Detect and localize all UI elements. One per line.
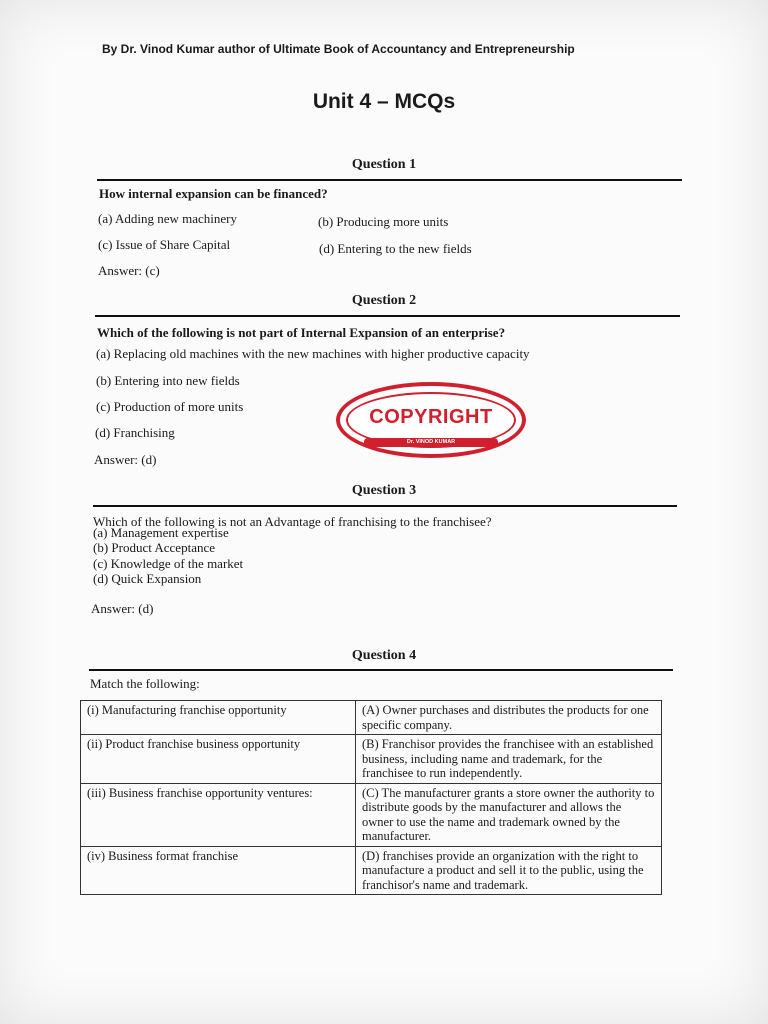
match-left-cell: (i) Manufacturing franchise opportunity [81,701,356,735]
question-3-option-b: (b) Product Acceptance [93,540,216,555]
question-3-heading: Question 3 [351,483,417,498]
question-4-text: Match the following: [90,676,200,691]
table-row [81,846,662,895]
question-1-heading: Question 1 [351,157,417,172]
table-row [81,783,662,846]
question-3-text: Which of the following is not an Advantage of franchising to the franchisee? [93,514,492,529]
question-1-text: How internal expansion can be financed? [99,186,328,201]
question-1-option-a: (a) Adding new machinery [98,211,237,226]
question-2-divider [95,315,680,317]
table-row [81,701,662,735]
question-3-option-c: (c) Knowledge of the market [93,556,244,571]
stamp-owner: Dr. VINOD KUMAR [406,439,456,445]
question-2-option-a: (a) Replacing old machines with the new machines with higher productive capacity [96,346,530,361]
page-title: Unit 4 – MCQs [312,90,456,113]
question-2-answer: Answer: (d) [94,452,157,467]
question-4-divider [89,669,673,671]
question-2-text: Which of the following is not part of Internal Expansion of an enterprise? [97,325,506,340]
question-1-option-b: (b) Producing more units [318,214,449,229]
question-2-heading: Question 2 [351,293,417,308]
question-1-option-d: (d) Entering to the new fields [319,241,472,256]
copyright-stamp [336,382,526,458]
question-1-option-c: (c) Issue of Share Capital [98,237,231,252]
question-1-divider [97,179,682,181]
question-4-heading: Question 4 [351,648,417,663]
match-right-cell: (C) The manufacturer grants a store owner the authority to distribute goods by the manufacturer and allows the owner to use the name and trademark owned by the manufacturer. [356,783,662,846]
author-byline: By Dr. Vinod Kumar author of Ultimate Book of Accountancy and Entrepreneurship [102,42,575,56]
question-3-divider [93,505,677,507]
question-3-option-a: (a) Management expertise [93,525,229,540]
question-3-answer: Answer: (d) [91,601,154,616]
question-1-answer: Answer: (c) [98,263,160,278]
stamp-word: COPYRIGHT [369,406,493,428]
match-left-cell: (iii) Business franchise opportunity ventures: [81,783,356,846]
match-left-cell: (iv) Business format franchise [81,846,356,895]
table-row [81,735,662,784]
match-right-cell: (A) Owner purchases and distributes the products for one specific company. [356,701,662,735]
match-left-cell: (ii) Product franchise business opportunity [81,735,356,784]
question-2-option-b: (b) Entering into new fields [96,373,240,388]
question-3-option-d: (d) Quick Expansion [93,571,202,586]
match-right-cell: (D) franchises provide an organization with the right to manufacture a product and sell it to the public, using the franchisor's name and trademark. [356,846,662,895]
question-2-option-c: (c) Production of more units [96,399,244,414]
match-table [80,700,662,895]
match-right-cell: (B) Franchisor provides the franchisee with an established business, including name and trademark, for the franchisee to run independently. [356,735,662,784]
question-2-option-d: (d) Franchising [95,425,175,440]
